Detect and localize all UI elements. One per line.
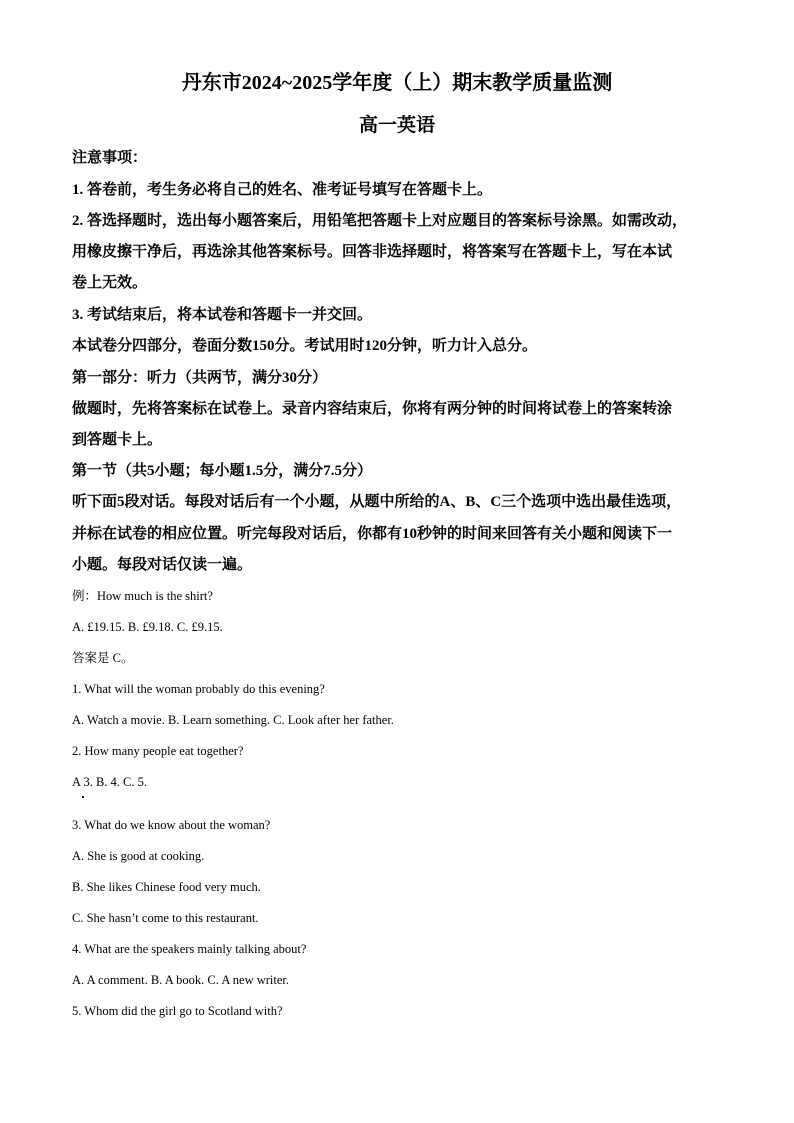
question-3: 3. What do we know about the woman? <box>72 818 271 832</box>
question-1: 1. What will the woman probably do this evening? <box>72 682 325 696</box>
question-2: 2. How many people eat together? <box>72 744 244 758</box>
question-4-options: A. A comment. B. A book. C. A new writer. <box>72 973 290 987</box>
example-answer: 答案是 C。 <box>72 651 134 665</box>
notice-item: 1. 答卷前，考生务必将自己的姓名、准考证号填写在答题卡上。 <box>72 182 493 198</box>
question-1-options: A. Watch a movie. B. Learn something. C. Look after her father. <box>72 713 394 727</box>
part1-instruction: 做题时，先将答案标在试卷上。录音内容结束后，你将有两分钟的时间将试卷上的答案转涂 <box>72 401 673 417</box>
question-3-option-b: B. She likes Chinese food very much. <box>72 880 261 894</box>
stray-dot <box>82 796 84 798</box>
question-3-option-c: C. She hasn’t come to this restaurant. <box>72 911 259 925</box>
notice-heading: 注意事项： <box>72 150 148 166</box>
example-question: 例：How much is the shirt? <box>72 589 213 603</box>
notice-item: 3. 考试结束后，将本试卷和答题卡一并交回。 <box>72 307 373 323</box>
question-5: 5. Whom did the girl go to Scotland with? <box>72 1004 283 1018</box>
question-2-options: A 3. B. 4. C. 5. <box>72 775 148 789</box>
part1-heading: 第一部分：听力（共两节，满分30分） <box>72 370 328 386</box>
notice-item: 本试卷分四部分，卷面分数150分。考试用时120分钟，听力计入总分。 <box>72 338 538 354</box>
section1-heading: 第一节（共5小题；每小题1.5分，满分7.5分） <box>72 463 373 479</box>
question-4: 4. What are the speakers mainly talking about? <box>72 942 307 956</box>
section1-instruction: 小题。每段对话仅读一遍。 <box>72 557 253 573</box>
question-3-option-a: A. She is good at cooking. <box>72 849 205 863</box>
exam-title: 丹东市2024~2025学年度（上）期末教学质量监测 <box>181 72 613 94</box>
example-options: A. £19.15. B. £9.18. C. £9.15. <box>72 620 223 634</box>
notice-item: 2. 答选择题时，选出每小题答案后，用铅笔把答题卡上对应题目的答案标号涂黑。如需改动， <box>72 213 688 229</box>
section1-instruction: 听下面5段对话。每段对话后有一个小题，从题中所给的A、B、C三个选项中选出最佳选项， <box>72 494 682 510</box>
part1-instruction: 到答题卡上。 <box>72 432 163 448</box>
exam-subtitle: 高一英语 <box>358 115 435 136</box>
section1-instruction: 并标在试卷的相应位置。听完每段对话后，你都有10秒钟的时间来回答有关小题和阅读下一 <box>72 526 673 542</box>
notice-item: 用橡皮擦干净后，再选涂其他答案标号。回答非选择题时，将答案写在答题卡上，写在本试 <box>72 244 673 260</box>
notice-item: 卷上无效。 <box>72 275 148 291</box>
